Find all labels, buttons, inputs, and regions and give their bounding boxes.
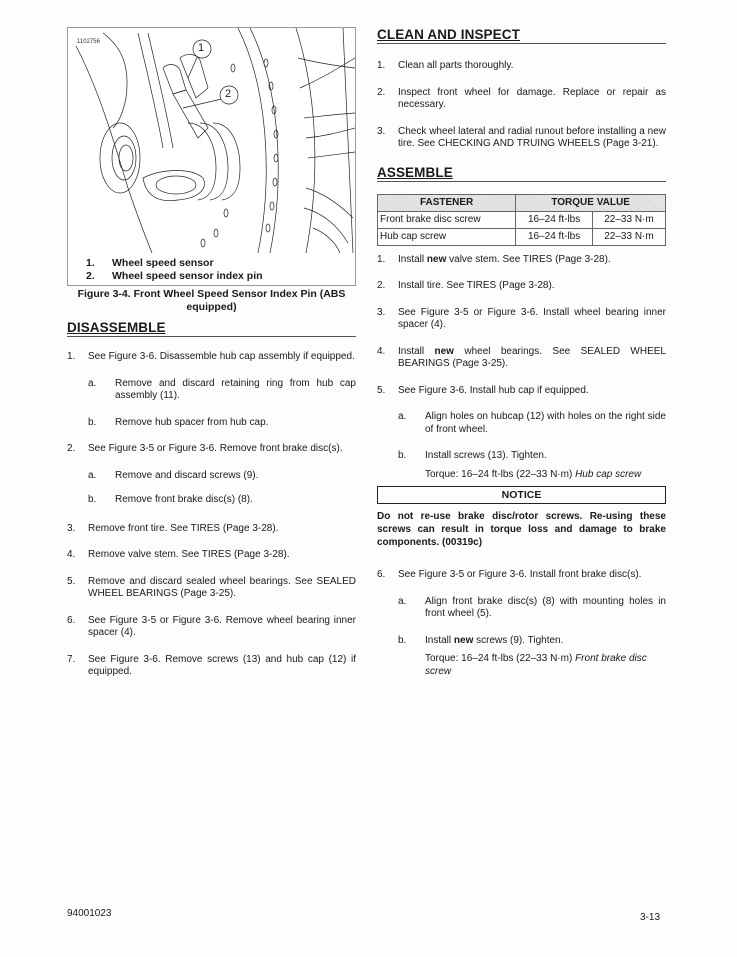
- table-cell-nm: 22–33 N·m: [592, 228, 665, 245]
- substep-text: Align holes on hubcap (12) with holes on the right side of front wheel.: [425, 411, 666, 435]
- substep-text: Align front brake disc(s) (8) with mounting holes in front wheel (5).: [425, 595, 666, 619]
- table-header-torque-value: TORQUE VALUE: [516, 194, 666, 211]
- notice-label: NOTICE: [377, 486, 666, 504]
- substep-item: [67, 470, 356, 483]
- step-text: See Figure 3-5 or Figure 3-6. Install wheel bearing inner spacer (4).: [398, 306, 666, 330]
- callout-label: Wheel speed sensor index pin: [112, 270, 263, 282]
- right-column: [377, 27, 666, 678]
- substep-text: Remove front brake disc(s) (8).: [115, 494, 253, 505]
- step-text: [398, 254, 666, 267]
- step-number: 2.: [377, 86, 386, 98]
- substep-letter: b.: [88, 494, 97, 505]
- substep-letter: a.: [88, 377, 97, 389]
- section-title-assemble: ASSEMBLE: [377, 165, 666, 182]
- torque-spec: [377, 653, 666, 678]
- step-item: [377, 60, 666, 73]
- step-text: See Figure 3-5 or Figure 3-6. Remove wheel bearing inner spacer (4).: [88, 614, 356, 638]
- substep-text-emphasis: new: [453, 634, 474, 646]
- torque-value: Torque: 16–24 ft-lbs (22–33 N·m): [425, 653, 573, 664]
- step-text: See Figure 3-6. Install hub cap if equipped.: [398, 384, 589, 396]
- disc-holes: [201, 59, 278, 247]
- step-item: [67, 549, 356, 562]
- substep-letter: a.: [398, 411, 407, 422]
- substep-item: [377, 635, 666, 648]
- table-header-row: [378, 194, 666, 211]
- step-text-post: wheel bearings. See SEALED WHEEL BEARINGS (Page 3-25).: [398, 345, 666, 369]
- torque-item: Hub cap screw: [575, 468, 642, 480]
- step-text: [398, 346, 666, 371]
- step-text-post: valve stem. See TIRES (Page 3-28).: [446, 253, 611, 265]
- step-number: 1.: [377, 60, 386, 71]
- substep-letter: b.: [398, 634, 407, 646]
- callout-bubble-1: 1: [198, 42, 205, 54]
- substep-text-pre: Install: [425, 634, 454, 646]
- substep-text: [425, 635, 666, 648]
- callout-item: [86, 257, 263, 270]
- step-text: Check wheel lateral and radial runout before installing a new tire. See CHECKING AND TRUING WHEELS (Page 3-21).: [398, 125, 666, 149]
- figure-caption: Figure 3-4. Front Wheel Speed Sensor Index Pin (ABS equipped): [77, 288, 346, 313]
- footer-page-number: 3-13: [640, 912, 661, 923]
- step-number: 7.: [67, 653, 76, 665]
- left-column: [67, 27, 356, 679]
- step-item: [377, 569, 666, 582]
- step-number: 3.: [67, 522, 76, 534]
- substep-item: [377, 596, 666, 621]
- step-number: 1.: [377, 253, 386, 265]
- substep-text: Remove and discard screws (9).: [115, 469, 259, 481]
- table-cell-fastener: Hub cap screw: [378, 228, 516, 245]
- notice-text: Do not re-use brake disc/rotor screws. Re-using these screws can result in torque loss and damage to brake components. (00319c): [377, 511, 666, 548]
- figure-3-4: [67, 27, 356, 286]
- clean-inspect-steps: [377, 60, 666, 151]
- step-number: 3.: [377, 306, 386, 318]
- step-text-emphasis: new: [434, 345, 454, 357]
- substep-text: Remove and discard retaining ring from hub cap assembly (11).: [115, 377, 356, 401]
- substep-text: Remove hub spacer from hub cap.: [115, 416, 269, 428]
- step-item: [67, 351, 356, 364]
- wheel-speed-sensor-illustration: [68, 28, 355, 253]
- substep-letter: a.: [88, 469, 97, 481]
- callout-number: 1.: [86, 257, 95, 269]
- substep-letter: a.: [398, 595, 407, 607]
- step-item: [377, 126, 666, 151]
- table-row: [378, 211, 666, 228]
- step-item: [67, 523, 356, 536]
- substep-text-post: screws (9). Tighten.: [473, 634, 564, 646]
- substep-letter: b.: [398, 450, 407, 461]
- callout-number: 2.: [86, 270, 95, 282]
- step-item: [377, 87, 666, 112]
- step-item: [67, 654, 356, 679]
- section-title-disassemble: DISASSEMBLE: [67, 320, 356, 337]
- step-number: 5.: [377, 384, 386, 396]
- callout-item: [86, 270, 263, 283]
- step-number: 3.: [377, 125, 386, 137]
- step-item: [377, 307, 666, 332]
- substep-item: [67, 494, 356, 507]
- step-item: [377, 280, 666, 293]
- step-number: 5.: [67, 575, 76, 587]
- step-text: Inspect front wheel for damage. Replace or repair as necessary.: [398, 86, 666, 110]
- callout-bubble-2: 2: [225, 88, 232, 100]
- disassemble-steps: [67, 351, 356, 679]
- step-item: [377, 346, 666, 371]
- substep-text: Install screws (13). Tighten.: [425, 450, 547, 461]
- substep-item: [377, 450, 666, 463]
- step-text: Remove and discard sealed wheel bearings. See SEALED WHEEL BEARINGS (Page 3-25).: [88, 575, 356, 599]
- torque-value: Torque: 16–24 ft-lbs (22–33 N·m): [425, 468, 573, 480]
- substep-item: [67, 417, 356, 430]
- step-text-emphasis: new: [426, 253, 447, 265]
- callout-label: Wheel speed sensor: [112, 257, 214, 269]
- footer-doc-number: 94001023: [67, 908, 112, 919]
- torque-table: [377, 194, 666, 246]
- substep-letter: b.: [88, 416, 97, 428]
- step-text-pre: Install: [398, 253, 427, 265]
- torque-spec: [377, 469, 666, 482]
- table-cell-ftlbs: 16–24 ft-lbs: [516, 211, 593, 228]
- step-text: Remove front tire. See TIRES (Page 3-28).: [88, 522, 279, 534]
- step-item: [377, 385, 666, 398]
- step-item: [67, 615, 356, 640]
- step-text: Install tire. See TIRES (Page 3-28).: [398, 280, 555, 291]
- table-cell-nm: 22–33 N·m: [592, 211, 665, 228]
- step-text: See Figure 3-5 or Figure 3-6. Remove front brake disc(s).: [88, 443, 343, 454]
- table-row: [378, 228, 666, 245]
- step-item: [67, 443, 356, 456]
- step-number: 4.: [67, 549, 76, 560]
- substep-item: [67, 378, 356, 403]
- step-number: 4.: [377, 345, 386, 357]
- step-text: Remove valve stem. See TIRES (Page 3-28).: [88, 549, 290, 560]
- step-item: [377, 254, 666, 267]
- step-text: See Figure 3-6. Remove screws (13) and hub cap (12) if equipped.: [88, 653, 356, 677]
- table-cell-fastener: Front brake disc screw: [378, 211, 516, 228]
- table-cell-ftlbs: 16–24 ft-lbs: [516, 228, 593, 245]
- step-text: Clean all parts thoroughly.: [398, 60, 514, 71]
- substep-item: [377, 411, 666, 436]
- torque-item: Front brake disc screw: [425, 653, 647, 677]
- step-text: See Figure 3-5 or Figure 3-6. Install front brake disc(s).: [398, 569, 642, 580]
- step-number: 6.: [67, 614, 76, 626]
- section-title-clean-inspect: CLEAN AND INSPECT: [377, 27, 666, 44]
- step-number: 2.: [67, 443, 76, 454]
- table-header-fastener: FASTENER: [378, 194, 516, 211]
- step-text: See Figure 3-6. Disassemble hub cap assembly if equipped.: [88, 351, 355, 362]
- step-number: 6.: [377, 569, 386, 580]
- figure-callout-list: [86, 257, 263, 283]
- figure-id-label: 1102756: [77, 39, 100, 45]
- step-item: [67, 576, 356, 601]
- step-number: 2.: [377, 280, 386, 291]
- step-text-pre: Install: [398, 345, 435, 357]
- assemble-steps: [377, 254, 666, 679]
- step-number: 1.: [67, 351, 76, 362]
